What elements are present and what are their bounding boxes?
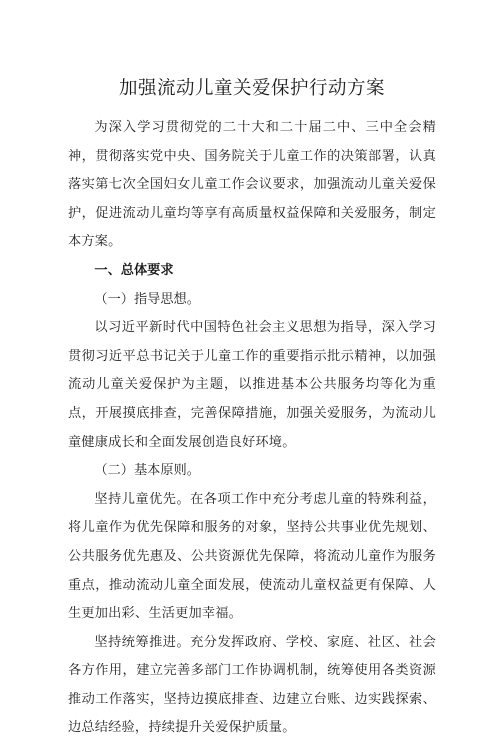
document-title: 加强流动儿童关爱保护行动方案 [118,78,385,99]
guiding-ideology-paragraph: 以习近平新时代中国特色社会主义思想为指导，深入学习贯彻习近平总书记关于儿童工作的重要指示批示精神，以加强流动儿童关爱保护为主题，以推进基本公共服务均等化为重点，开展摸底排查，完善保障措施，加强关爱服务，为流动儿童健康成长和全面发展创造良好环境。 [68,320,436,450]
subsection-heading-basic-principles: （二）基本原则。 [94,463,200,479]
principle-children-first-paragraph: 坚持儿童优先。在各项工作中充分考虑儿童的特殊利益，将儿童作为优先保障和服务的对象，坚持公共事业优先规划、公共服务优先惠及、公共资源优先保障，将流动儿童作为服务重点，推动流动儿童全面发展，使流动儿童权益更有保障、人生更加出彩、生活更加幸福。 [68,491,436,622]
principle-coordinated-advance-paragraph: 坚持统筹推进。充分发挥政府、学校、家庭、社区、社会各方作用，建立完善多部门工作协调机制，统筹使用各类资源推动工作落实，坚持边摸底排查、边建立台账、边实践探索、边总结经验，持续提升关爱保护质量。 [68,634,436,736]
document-page [68,76,436,743]
subsection-heading-guiding-ideology: （一）指导思想。 [94,291,200,307]
intro-paragraph: 为深入学习贯彻党的二十大和二十届二中、三中全会精神，贯彻落实党中央、国务院关于儿童工作的决策部署，认真落实第七次全国妇女儿童工作会议要求，加强流动儿童关爱保护，促进流动儿童均等享有高质量权益保障和关爱服务，制定本方案。 [68,120,436,250]
section-heading-general-requirements: 一、总体要求 [94,262,174,278]
